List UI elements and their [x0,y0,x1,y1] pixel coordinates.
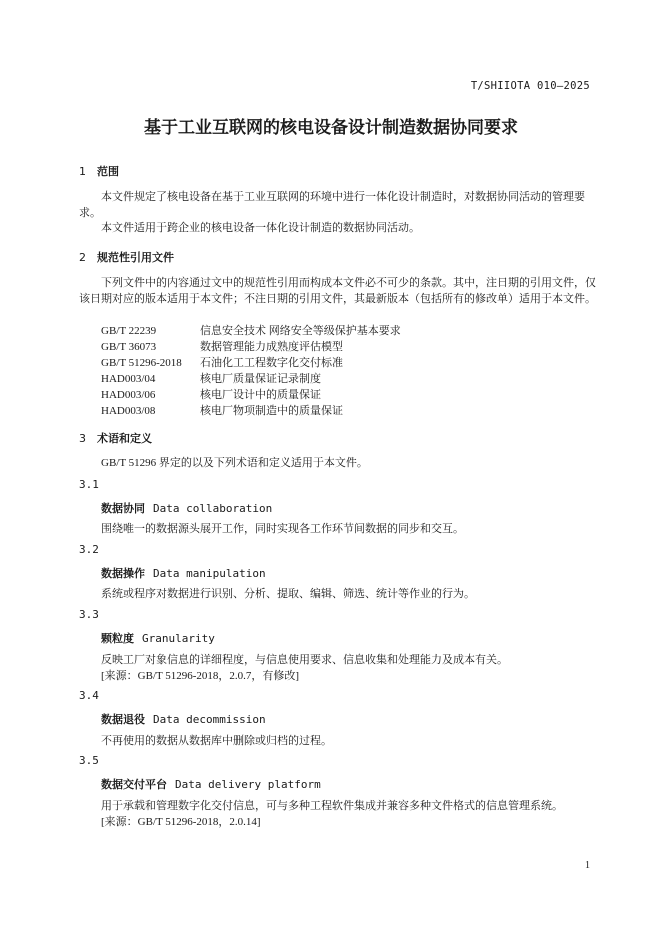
term-heading [101,565,266,581]
term-number: 3.1 [79,478,99,491]
term-heading [101,630,215,646]
term-name-en: Data decommission [153,713,266,726]
reference-code: HAD003/06 [101,389,156,401]
term-name-zh: 颗粒度 [101,632,134,645]
reference-item [101,338,343,354]
reference-code: GB/T 51296-2018 [101,357,182,369]
reference-code: HAD003/08 [101,405,156,417]
term-heading [101,776,321,792]
section-number: 3 [79,432,86,445]
reference-name: 核电厂物项制造中的质量保证 [200,405,343,417]
term-source: [来源：GB/T 51296-2018，2.0.14] [101,816,261,828]
section-3-heading [79,430,152,446]
term-definition: 不再使用的数据从数据库中删除或归档的过程。 [101,734,332,747]
term-definition: 用于承载和管理数字化交付信息，可与多种工程软件集成并兼容多种文件格式的信息管理系统。 [101,799,563,812]
page-number: 1 [585,860,590,871]
scope-body [79,189,601,236]
section-1-heading [79,163,119,179]
reference-name: 核电厂质量保证记录制度 [200,373,321,385]
term-definition: 反映工厂对象信息的详细程度，与信息使用要求、信息收集和处理能力及成本有关。 [101,653,508,666]
section-title: 规范性引用文件 [97,251,174,264]
references-intro-text: 下列文件中的内容通过文中的规范性引用而构成本文件必不可少的条款。其中，注日期的引用文件，仅该日期对应的版本适用于本文件；不注日期的引用文件，其最新版本（包括所有的修改单）适用于本文件。 [79,276,596,305]
reference-item [101,354,343,370]
term-number: 3.5 [79,754,99,767]
section-title: 术语和定义 [97,432,152,445]
section-2-heading [79,249,174,265]
term-number: 3.3 [79,608,99,621]
reference-item [101,402,343,418]
term-name-zh: 数据交付平台 [101,778,167,791]
term-name-zh: 数据操作 [101,567,145,580]
section-number: 1 [79,165,86,178]
reference-item [101,370,321,386]
terms-intro: GB/T 51296 界定的以及下列术语和定义适用于本文件。 [101,457,368,469]
reference-code: GB/T 36073 [101,341,157,353]
reference-name: 石油化工工程数字化交付标准 [200,357,343,369]
reference-name: 数据管理能力成熟度评估模型 [200,341,343,353]
term-name-zh: 数据退役 [101,713,145,726]
term-name-en: Data delivery platform [175,778,321,791]
term-name-en: Data manipulation [153,567,266,580]
term-definition: 围绕唯一的数据源头展开工作，同时实现各工作环节间数据的同步和交互。 [101,522,464,535]
scope-paragraph: 本文件适用于跨企业的核电设备一体化设计制造的数据协同活动。 [101,221,420,234]
term-number: 3.2 [79,543,99,556]
term-name-zh: 数据协同 [101,502,145,515]
term-heading [101,500,272,516]
term-heading [101,711,266,727]
section-title: 范围 [97,165,119,178]
reference-item [101,322,401,338]
scope-paragraph: 本文件规定了核电设备在基于工业互联网的环境中进行一体化设计制造时，对数据协同活动的管理要求。 [79,190,585,219]
reference-name: 信息安全技术 网络安全等级保护基本要求 [200,325,401,337]
reference-code: GB/T 22239 [101,325,157,337]
document-code: T/SHIIOTA 010—2025 [470,80,590,92]
document-title: 基于工业互联网的核电设备设计制造数据协同要求 [144,118,518,138]
reference-item [101,386,321,402]
reference-code: HAD003/04 [101,373,156,385]
term-name-en: Granularity [142,632,215,645]
references-intro [79,275,601,306]
term-name-en: Data collaboration [153,502,273,515]
term-definition: 系统或程序对数据进行识别、分析、提取、编辑、筛选、统计等作业的行为。 [101,587,475,600]
reference-name: 核电厂设计中的质量保证 [200,389,321,401]
term-number: 3.4 [79,689,99,702]
term-source: [来源：GB/T 51296-2018，2.0.7，有修改] [101,670,300,682]
section-number: 2 [79,251,86,264]
